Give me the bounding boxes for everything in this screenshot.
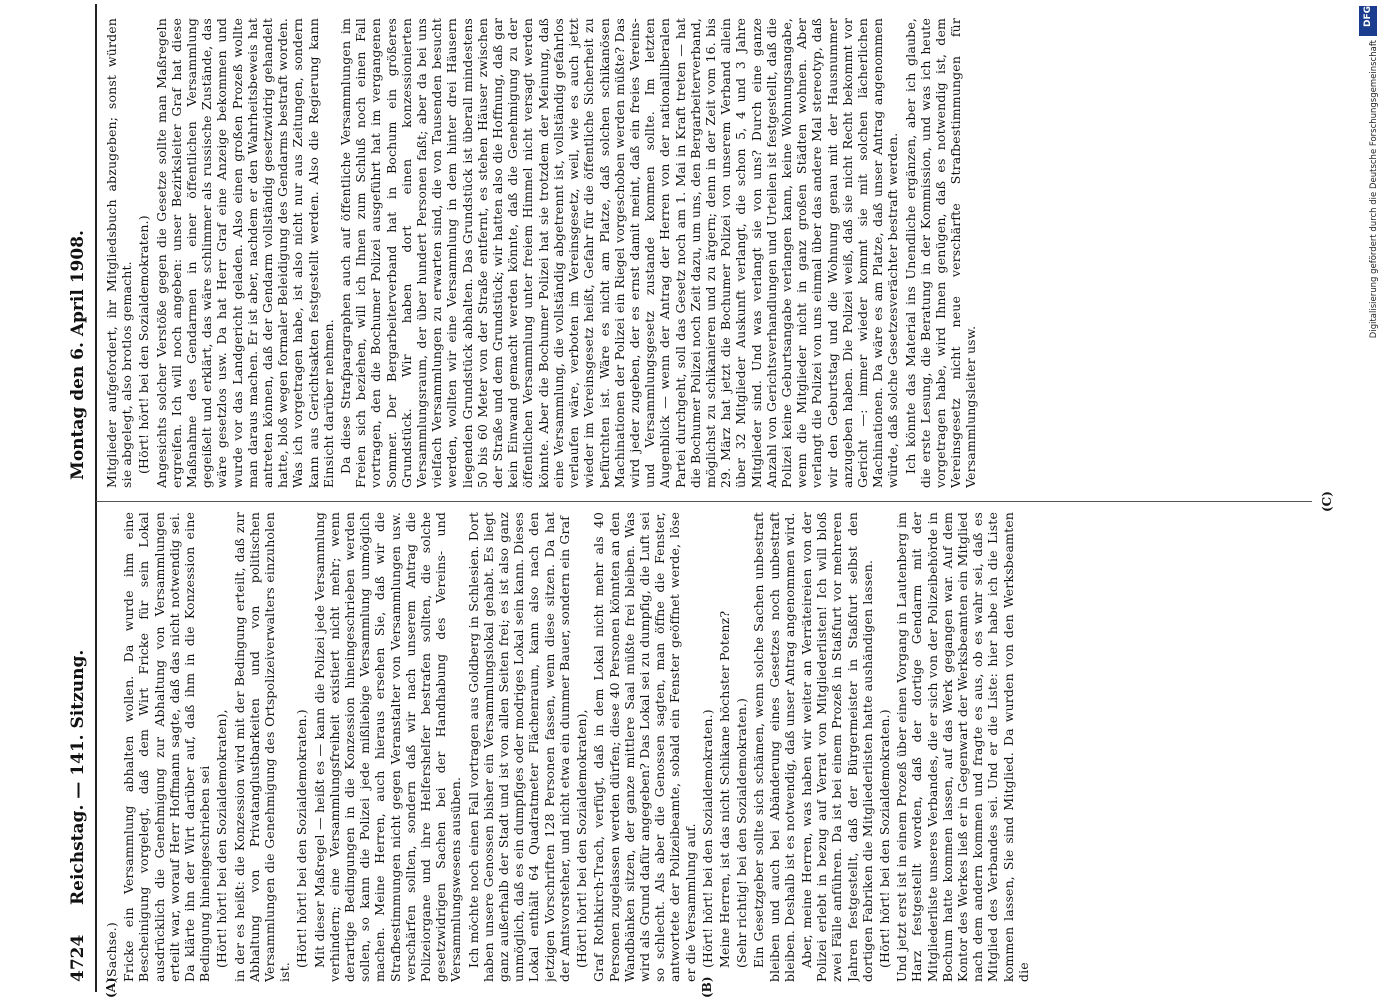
interjection: (Sehr richtig! bei den Sozialdemokraten.)	[734, 697, 750, 968]
paragraph: Meine Herren, ist das nicht Schikane höchster Potenz?	[716, 610, 732, 968]
margin-mark-c: (C)	[1320, 491, 1334, 512]
interjection: (Hört! hört! bei den Sozialdemokraten.)	[136, 215, 152, 474]
paragraph: Mit dieser Maßregel — heißt es — kann die Polizei jede Versammlung verhindern; eine Versammlungsfreiheit existiert nicht mehr; wenn derartige Bedingungen in die Konzession hineingeschrieben werden sollen, so kann die Polizei jede mißliebige Versammlung unmöglich machen. Meine Herren, auch hieraus ersehen Sie, daß wir die Strafbestimmungen nicht gegen Veranstalter von Versammlungen usw. verschärfen sollten, sondern daß wir nach unserem Antrag die Polizeiorgane und ihre Helfershelfer bestrafen sollten, die solche gesetzwidrigen Sachen bei der Handhabung des Vereins- und Versammlungswesens ausüben.	[311, 512, 464, 982]
paragraph: Mitglieder aufgefordert, ihr Mitgliedsbuch abzugeben; sonst würden sie abgelegt, also brotlos gemacht.	[104, 18, 135, 488]
interjection: (Hört! hört! bei den Sozialdemokraten),	[214, 709, 230, 968]
session-date: Montag den 6. April 1908.	[68, 230, 88, 480]
paragraph: Aber, meine Herren, was haben wir weiter an Verräteireien von der Polizei erlebt in bezug auf Verrat von Mitgliederlisten! Ich will bloß zwei Fälle anführen. Da ist bei einem Prozeß in Staßfurt vor mehreren Jahren festgestellt, daß der Bürgermeister in Staßfurt selbst den dortigen Fabriken die Mitgliederlisten hatte aushändigen lassen.	[798, 512, 875, 982]
paragraph: in der es heißt: die Konzession wird mit der Bedingung erteilt, daß zur Abhaltung von Privatanglustbarkeiten und von politischen Versammlungen die Genehmigung des Ortspolizeiverwalters einzuholen ist.	[231, 512, 293, 982]
page-header	[58, 0, 92, 1000]
left-column	[104, 512, 1309, 982]
paragraph: Graf Rothkirch-Trach, verfügt, daß in dem Lokal nicht mehr als 40 Personen zugelassen werden dürfen; diese 40 Personen könnten an den Wandbänken sitzen, der ganze mittlere Saal müßte frei bleiben. Was wird als Grund dafür angegeben? Das Lokal sei zu dumpfig, die Luft sei so schlecht. Als aber die Genossen sagten, man öffne die Fenster, antwortete der Polizeibeamte, sobald ein Fenster geöffnet werde, löse er die Versammlung auf.	[591, 512, 698, 982]
paragraph: Ich könnte das Material ins Unendliche ergänzen, aber ich glaube, die erste Lesung, die Beratung in der Kommission, und was ich heute vorgetragen habe, wird Ihnen genügen, daß es notwendig ist, dem Vereinsgesetz nicht neue verschärfte Strafbestimmungen für Versammlungsleiter usw.	[902, 18, 979, 488]
column-divider	[96, 501, 1312, 502]
right-column	[104, 18, 1309, 488]
paragraph: Ich möchte noch einen Fall vortragen aus Goldberg in Schlesien. Dort haben unsere Genossen bisher ein Versammlungslokal gehabt. Es liegt ganz außerhalb der Stadt und ist von allen Seiten frei; es ist also ganz unmöglich, daß es ein dumpfiges oder modriges Lokal sein kann. Dieses Lokal enthält 64 Quadratmeter Flächenraum, kann also nach den jetzigen Vorschriften 128 Personen fassen, wenn diese sitzen. Da hat der Amtsvorsteher, und nicht etwa ein dummer Bauer, sondern ein Graf	[465, 512, 572, 982]
interjection: (Hört! hört! bei den Sozialdemokraten.)	[699, 709, 715, 968]
paragraph: Angesichts solcher Verstöße gegen die Gesetze sollte man Maßregeln ergreifen. Ich will noch angeben: unser Bezirksleiter Graf hat diese Maßnahme des Gendarmen in einer öffentlichen Versammlung gegeißelt und erklärt, das wäre schlimmer als russische Zustände, das wäre gesetzlos usw. Da hat Herr Graf eine Anzeige bekommen und wurde vor das Landgericht geladen. Also einen großen Prozeß wollte man daraus machen. Er ist aber, nachdem er den Wahrheitsbeweis hat antreten können, daß der Gendarm vollständig gesetzwidrig gehandelt hatte, bloß wegen formaler Beleidigung des Gendarms bestraft worden. Was ich vorgetragen habe, ist also nicht nur aus Zeitungen, sondern kann aus Gerichtsakten festgestellt werden. Also die Regierung kann Einsicht darüber nehmen.	[153, 18, 336, 488]
page-number: 4724	[68, 934, 88, 982]
dfg-logo-text: DFG	[1363, 6, 1373, 28]
digitization-credit: Digitalisierung gefördert durch die Deutsche Forschungsgemeinschaft	[1369, 40, 1379, 339]
margin-mark-a: (A)	[104, 977, 118, 998]
interjection: (Hört! hört! bei den Sozialdemokraten.)	[294, 709, 310, 968]
paragraph: Und jetzt erst ist in einem Prozeß über einen Vorgang in Lautenberg im Harz festgestellt worden, daß der dortige Gendarm mit der Mitgliederliste unseres Verbandes, die er sich von der Polizeibehörde in Bochum hatte kommen lassen, auf das Werk gegangen war. Auf dem Kontor des Werkes ließ er in Gegenwart der Werksbeamten ein Mitglied nach dem andern kommen und fragte es aus, ob es wahr sei, daß es Mitglied des Verbandes sei. Und er die Liste: hier habe ich die Liste kommen lassen, Sie sind Mitglied. Da wurden von den Werksbeamten die	[894, 512, 1031, 982]
paragraph: Da diese Strafparagraphen auch auf öffentliche Versammlungen im Freien sich beziehen, will ich Ihnen zum Schluß noch einen Fall vortragen, den die Bochumer Polizei ausgeführt hat im vergangenen Sommer. Der Bergarbeiterverband hat in Bochum ein größeres Grundstück. Wir haben dort einen konzessionierten Versammlungsraum, der über hundert Personen faßt; aber da bei uns vielfach Versammlungen zu erwarten sind, die von Tausenden besucht werden, wollten wir eine Versammlung in dem hinter drei Häusern liegenden Grundstück abhalten. Das Grundstück ist überall mindestens 50 bis 60 Meter von der Straße entfernt, es stehen Häuser zwischen der Straße und dem Grundstück; wir hatten also die Hoffnung, daß gar kein Einwand gemacht werden könnte, daß die Genehmigung zu der öffentlichen Versammlung unter freiem Himmel nicht versagt werden könnte. Aber die Bochumer Polizei hat sie trotzdem der Meinung, daß eine Versammlung, die vollständig abgetrennt ist, vollständig gefahrlos verlaufen wäre, verboten im Vereinsgesetz, weil, wie es auch jetzt wieder im Vereinsgesetz heißt, Gefahr für die öffentliche Sicherheit zu befürchten ist. Wäre es nicht am Platze, daß solchen schikanösen Machinationen der Polizei ein Riegel vorgeschoben werden müßte? Das wird jeder zugeben, der es ernst damit meint, daß ein freies Vereins- und Versammlungsgesetz zustande kommen sollte. Im letzten Augenblick — wenn der Antrag der Herren von der nationalliberalen Partei durchgeht, soll das Gesetz noch am 1. Mai in Kraft treten — hat die Bochumer Polizei noch Zeit dazu, um uns, den Bergarbeiterverband, möglichst zu schikanieren und zu ärgern; denn in der Zeit vom 16. bis 29. März hat jetzt die Bochumer Polizei von unserem Verband allein über 32 Mitglieder Auskunft verlangt, die schon 5, 4 und 3 Jahre Mitglieder sind. Und was verlangt sie von uns? Durch eine ganze Anzahl von Gerichtsverhandlungen und Urteilen ist festgestellt, daß die Polizei keine Geburtsangabe verlangen kann, keine Wohnungsangabe, wenn die Mitglieder nicht in ganz großen Städten wohnen. Aber verlangt die Polizei von uns einmal über das andere Mal stereotyp, daß wir den Geburtstag und die Wohnung genau mit der Hausnummer anzugeben haben. Die Polizei weiß, daß sie nicht Recht bekommt vor Gericht —: immer wieder kommt sie mit solchen lächerlichen Machinationen. Da wäre es am Platze, daß unser Antrag angenommen würde, daß solche Gesetzesverächter bestraft werden.	[338, 18, 901, 488]
margin-mark-b: (B)	[700, 976, 714, 998]
interjection: (Hört! hört! bei den Sozialdemokraten.)	[876, 709, 892, 968]
paragraph: Fricke ein Versammlung abhalten wollen. Da wurde ihm eine Bescheinigung vorgelegt, daß dem Wirt Fricke für sein Lokal ausdrücklich die Genehmigung zur Abhaltung von Versammlungen erteilt war, worauf Herr Hoffmann sagte, daß das nicht notwendig sei. Da klärte ihn der Wirt darüber auf, daß ihm in die Konzession eine Bedingung hineingeschrieben sei	[121, 512, 213, 982]
speaker-tag: (Sachse.)	[104, 922, 119, 982]
header-rule	[95, 4, 97, 992]
interjection: (Hört! hört! bei den Sozialdemokraten),	[574, 709, 590, 968]
page-title: Reichstag. — 141. Sitzung.	[68, 649, 88, 905]
paragraph: Ein Gesetzgeber sollte sich schämen, wenn solche Sachen unbestraft bleiben und auch bei Abänderung eines Gesetzes noch unbestraft bleiben. Deshalb ist es notwendig, daß unser Antrag angenommen wird.	[751, 512, 797, 982]
